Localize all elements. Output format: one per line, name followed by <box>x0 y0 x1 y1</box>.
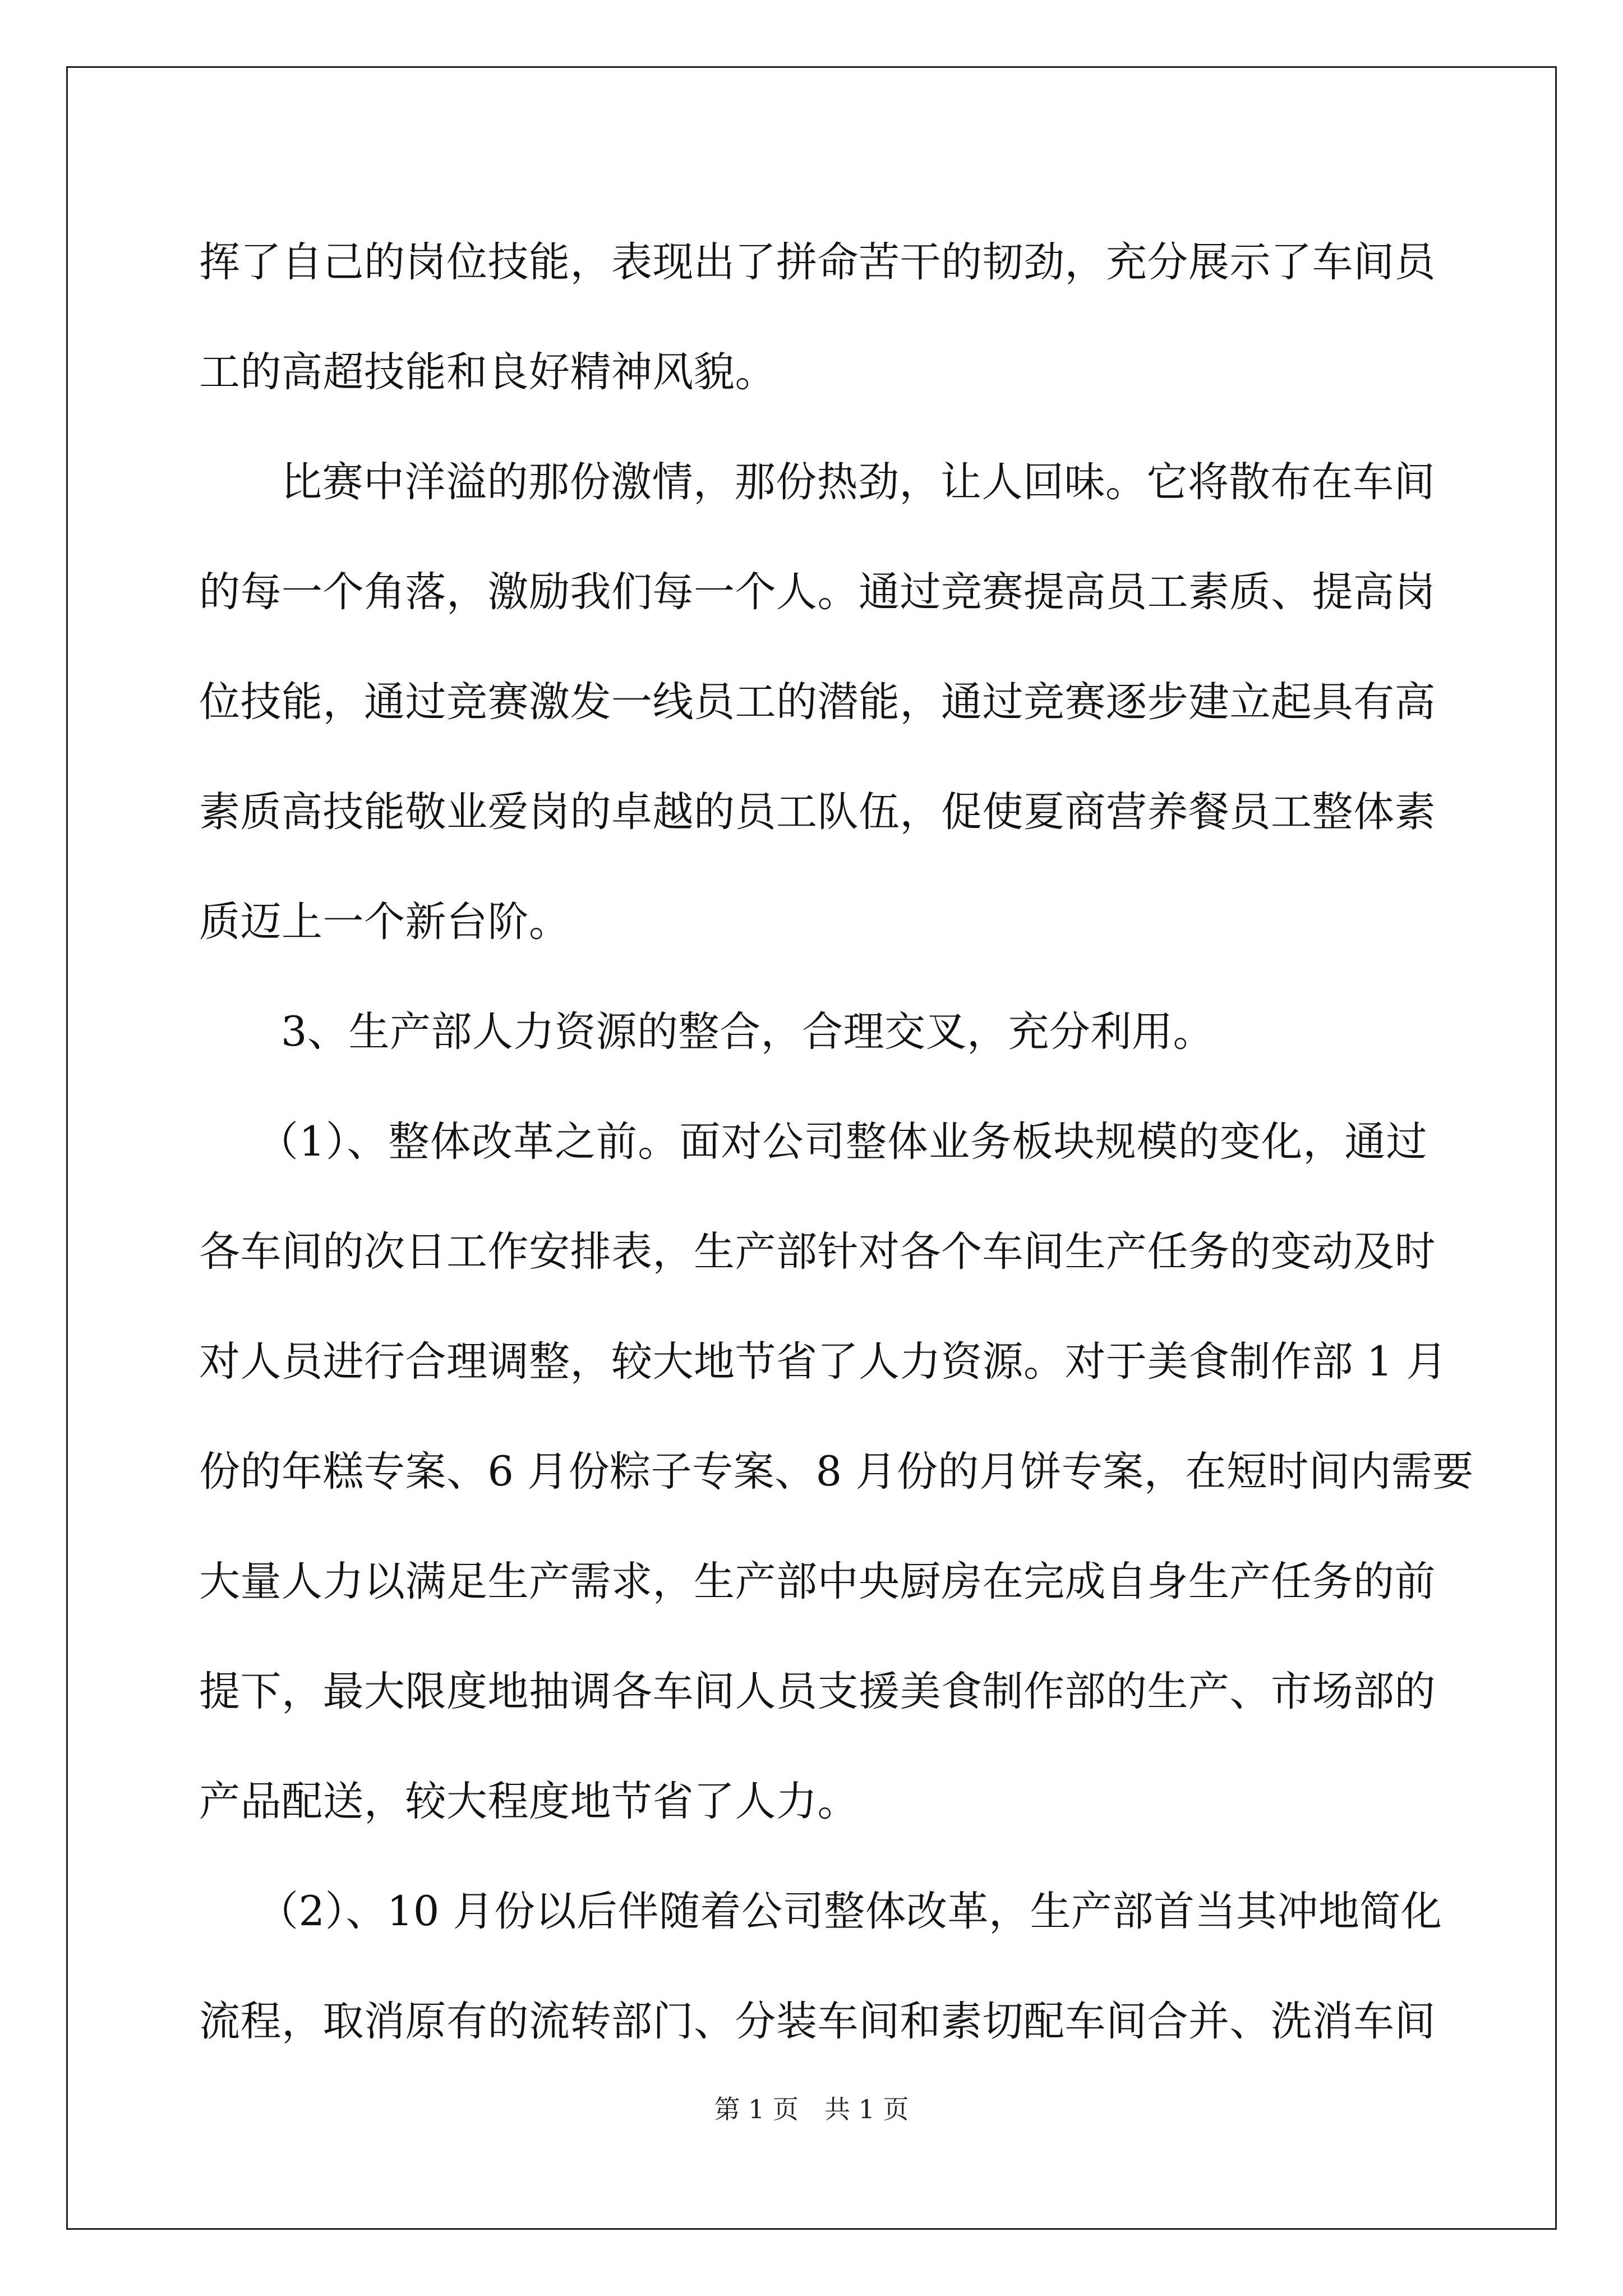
text-line: 产品配送，较大程度地节省了人力。 <box>199 1778 859 1825</box>
text-line: 的每一个角落，激励我们每一个人。通过竞赛提高员工素质、提高岗 <box>199 568 1436 616</box>
text-line: 工的高超技能和良好精神风貌。 <box>199 348 776 396</box>
page-number-footer: 第 1 页 共 1 页 <box>714 2094 909 2124</box>
text-line: 对人员进行合理调整，较大地节省了人力资源。对于美食制作部 1 月 <box>199 1338 1447 1386</box>
text-line: 流程，取消原有的流转部门、分装车间和素切配车间合并、洗消车间 <box>199 1998 1436 2045</box>
text-line: 挥了自己的岗位技能，表现出了拼命苦干的韧劲，充分展示了车间员 <box>199 238 1436 286</box>
text-line: 各车间的次日工作安排表，生产部针对各个车间生产任务的变动及时 <box>199 1228 1436 1276</box>
paragraph-start-line: 比赛中洋溢的那份激情，那份热劲，让人回味。它将散布在车间 <box>281 458 1435 506</box>
section-heading-line: 3、生产部人力资源的整合，合理交叉，充分利用。 <box>281 1008 1214 1056</box>
text-line: 素质高技能敬业爱岗的卓越的员工队伍，促使夏商营养餐员工整体素 <box>199 788 1436 836</box>
paragraph-start-line: （2）、10 月份以后伴随着公司整体改革，生产部首当其冲地简化 <box>257 1888 1442 1935</box>
text-line: 份的年糕专案、6 月份粽子专案、8 月份的月饼专案，在短时间内需要 <box>199 1448 1474 1496</box>
text-line: 质迈上一个新台阶。 <box>199 898 570 946</box>
document-body <box>199 208 1474 2077</box>
text-line: 提下，最大限度地抽调各车间人员支援美食制作部的生产、市场部的 <box>199 1668 1436 1715</box>
text-line: 位技能，通过竞赛激发一线员工的潜能，通过竞赛逐步建立起具有高 <box>199 678 1436 726</box>
text-line: 大量人力以满足生产需求，生产部中央厨房在完成自身生产任务的前 <box>199 1558 1436 1605</box>
paragraph-start-line: （1）、整体改革之前。面对公司整体业务板块规模的变化，通过 <box>257 1118 1427 1166</box>
